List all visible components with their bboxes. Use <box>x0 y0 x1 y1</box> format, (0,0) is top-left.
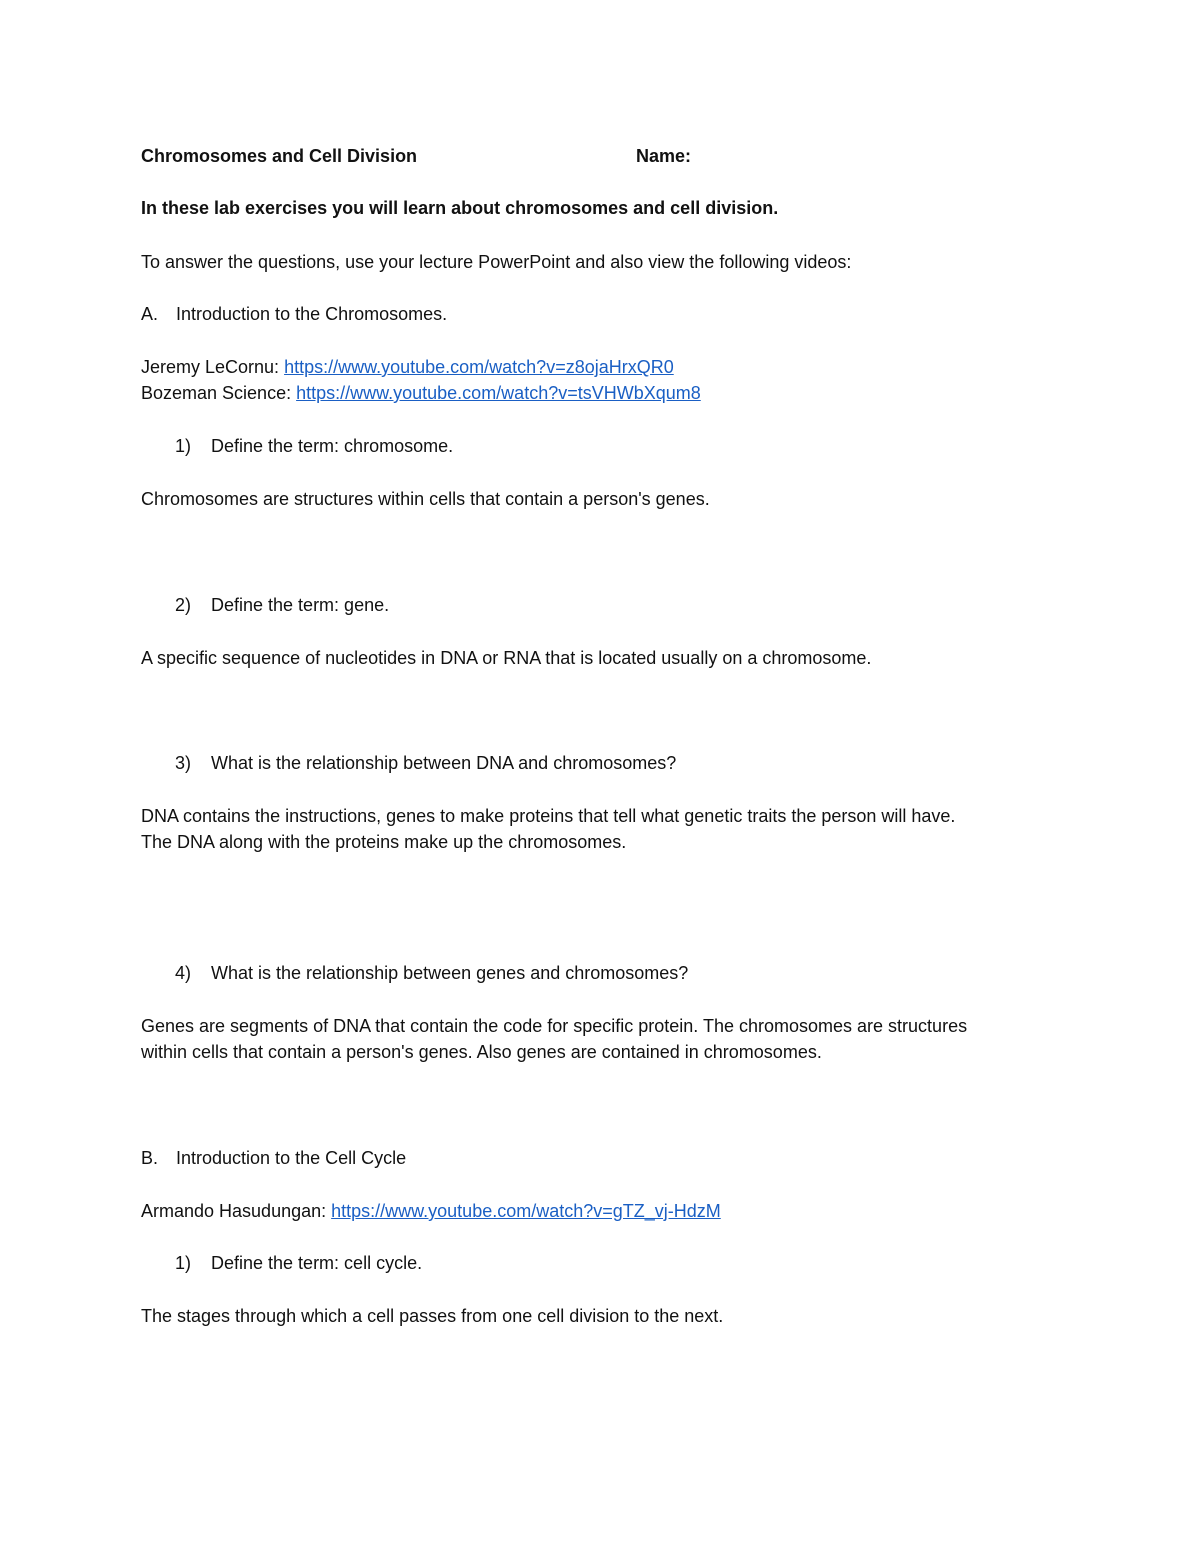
section-b-title: Introduction to the Cell Cycle <box>176 1148 407 1168</box>
instructions-text: To answer the questions, use your lecture PowerPoint and also view the following videos: <box>141 252 852 272</box>
section-b-heading <box>141 1145 406 1171</box>
video-reference <box>141 354 674 380</box>
document-title: Chromosomes and Cell Division <box>141 146 418 166</box>
video-author: Bozeman Science: <box>141 383 297 403</box>
answer-text: DNA contains the instructions, genes to make proteins that tell what genetic traits the person will have. <box>141 806 956 826</box>
answer-text: Genes are segments of DNA that contain the code for specific protein. The chromosomes are structures <box>141 1016 968 1036</box>
answer-text: Chromosomes are structures within cells that contain a person's genes. <box>141 489 710 509</box>
question-number: 3) <box>175 753 192 773</box>
video-reference <box>141 380 701 406</box>
video-link[interactable]: https://www.youtube.com/watch?v=tsVHWbXqum8 <box>296 383 701 403</box>
answer-text: within cells that contain a person's genes. Also genes are contained in chromosomes. <box>141 1042 822 1062</box>
question-text: Define the term: gene. <box>211 595 390 615</box>
video-link[interactable]: https://www.youtube.com/watch?v=z8ojaHrxQR0 <box>284 357 674 377</box>
question <box>175 433 453 459</box>
question-text: Define the term: chromosome. <box>211 436 454 456</box>
video-author: Jeremy LeCornu: <box>141 357 285 377</box>
video-reference <box>141 1198 721 1224</box>
section-a-heading <box>141 301 447 327</box>
question-text: What is the relationship between DNA and chromosomes? <box>211 753 677 773</box>
answer-text: The stages through which a cell passes from one cell division to the next. <box>141 1306 724 1326</box>
intro-statement: In these lab exercises you will learn about chromosomes and cell division. <box>141 198 779 218</box>
answer-text: The DNA along with the proteins make up the chromosomes. <box>141 832 627 852</box>
question <box>175 1250 422 1276</box>
question <box>175 960 688 986</box>
question-number: 1) <box>175 436 192 456</box>
answer-text: A specific sequence of nucleotides in DNA or RNA that is located usually on a chromosome. <box>141 648 872 668</box>
question-text: What is the relationship between genes and chromosomes? <box>211 963 689 983</box>
question-number: 4) <box>175 963 192 983</box>
video-link[interactable]: https://www.youtube.com/watch?v=gTZ_vj-HdzM <box>331 1201 721 1221</box>
question-number: 1) <box>175 1253 192 1273</box>
section-a-marker: A. <box>141 304 159 324</box>
section-b-marker: B. <box>141 1148 159 1168</box>
name-label: Name: <box>636 146 692 166</box>
question-text: Define the term: cell cycle. <box>211 1253 423 1273</box>
section-a-title: Introduction to the Chromosomes. <box>176 304 448 324</box>
question <box>175 750 676 776</box>
video-author: Armando Hasudungan: <box>141 1201 332 1221</box>
question <box>175 592 389 618</box>
question-number: 2) <box>175 595 192 615</box>
